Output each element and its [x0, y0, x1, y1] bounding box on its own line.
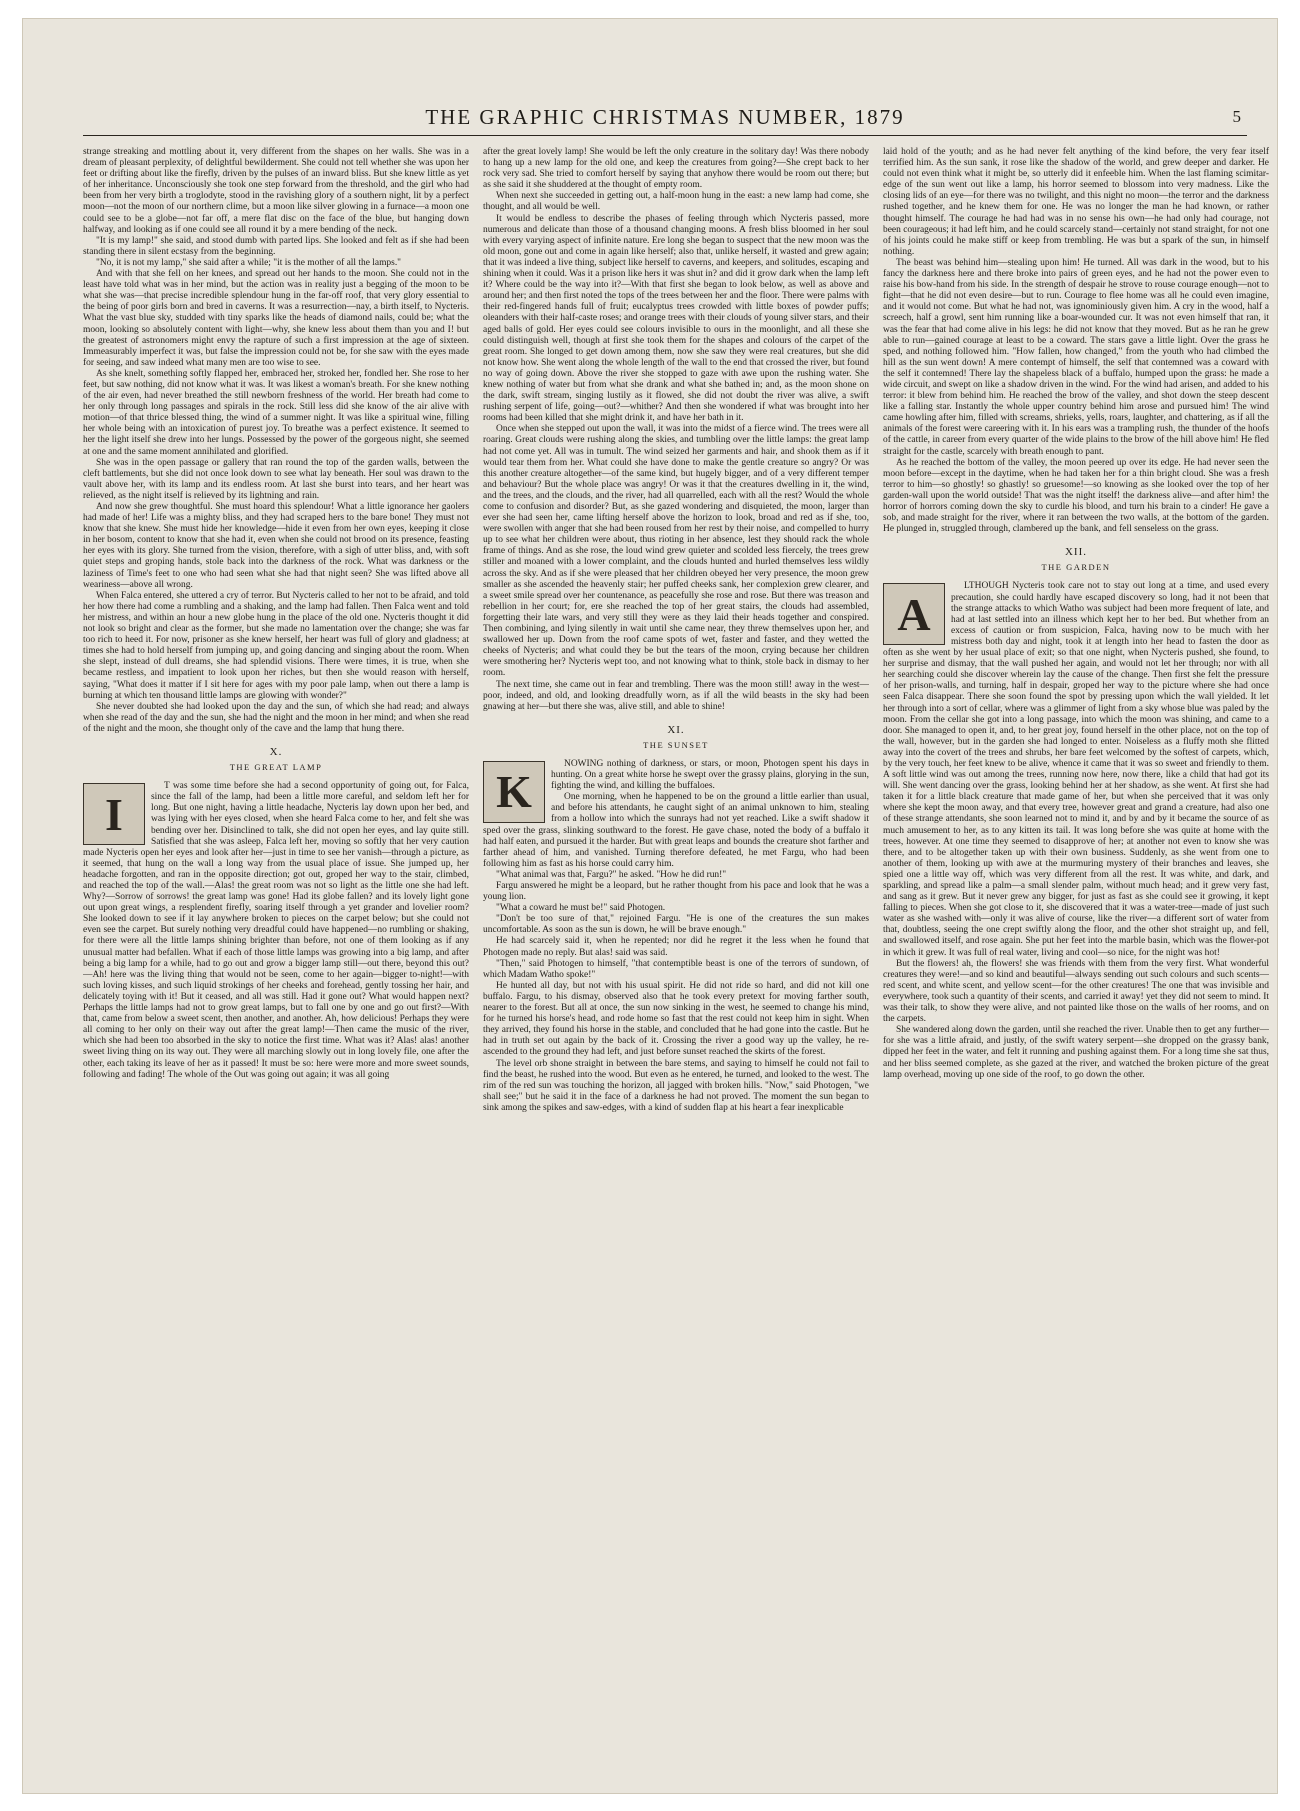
paragraph: She was in the open passage or gallery that ran round the top of the garden walls, between the cleft battlements, but she did not once look down to see what lay beneath. Her soul was drawn to the vault above her, with its lamp and its endless room. At last she burst into tears, and her heart was relieved, as the night itself is relieved by its lightning and rain.: [83, 457, 469, 501]
paragraph: laid hold of the youth; and as he had never felt anything of the kind before, the very fear itself terrified him. As the sun sank, it rose like the shadow of the world, and grew deeper and darker. He could not even think what it might be, so utterly did it enfeeble him. When the last flaming scimitar-edge of the sun went out like a lamp, his horror seemed to blossom into very madness. Like the closing lids of an eye—for there was no twilight, and this night no moon—the terror and the darkness rushed together, and he knew them for one. He was no longer the man he had known, or rather thought himself. The courage he had had was in no sense his own—he had only had courage, not been courageous; it had left him, and he could scarcely stand—certainly not stand straight, for not one of his joints could he make stiff or keep from trembling. He was but a spark of the sun, in himself nothing.: [883, 147, 1269, 257]
paragraph: T was some time before she had a second opportunity of going out, for Falca, since the fall of the lamp, had been a little more careful, and seldom left her for long. But one night, having a little headache, Nycteris lay down upon her bed, and was lying with her eyes closed, when she heard Falca come to her, and felt she was bending over her. Disinclined to talk, she did not open her eyes, and lay quite still. Satisfied that she was asleep, Falca left her, moving so softly that her very caution made Nycteris open her eyes and look after her—just in time to see her vanish—through a picture, as it seemed, that hung on the wall a long way from the usual place of issue. She jumped up, her headache forgotten, and ran in the opposite direction; got out, groped her way to the stair, climbed, and reached the top of the wall.—Alas! the great room was not so light as the little one she had left. Why?—Sorrow of sorrows! the great lamp was gone! Had its globe fallen? and its lovely light gone out upon great wings, a resplendent firefly, soaring itself through a yet grander and lovelier room? She looked down to see if it lay anywhere broken to pieces on the carpet below; but she could not even see the carpet. But surely nothing very dreadful could have happened—no rumbling or shaking, for there were all the little lamps shining brighter than before, not one of them looking as if any unusual matter had befallen. What if each of those little lamps was growing into a big lamp, and after being a big lamp for a while, had to go out and grow a bigger lamp still—out there, beyond this out?—Ah! here was the living thing that would not be seen, come to her again—bigger to-night!—with such loving kisses, and such liquid strokings of her cheeks and forehead, gently tossing her hair, and delicately toying with it! But it ceased, and all was still. Had it gone out? What would happen next? Perhaps the little lamps had not to grow great lamps, but to fall one by one and go out first?—With that, came from below a sweet scent, then another, and another. Ah, how delicious! Perhaps they were all coming to her only on their way out after the great lamp!—Then came the music of the river, which she had been too absorbed in the sky to notice the first time. What was it? Alas! alas! another sweet living thing on its way out. They were all marching slowly out in long lovely file, one after the other, each taking its leave of her as it passed! It must be so: here were more and more sweet sounds, following and fading! The whole of the Out was going out again; it was all going: [83, 781, 469, 1080]
paragraph: "What animal was that, Fargu?" he asked. "How he did run!": [496, 869, 727, 880]
newspaper-page: [22, 18, 1278, 1794]
page-number: 5: [1232, 107, 1241, 126]
paragraph: strange streaking and mottling about it, very different from the shapes on her walls. She was in a dream of pleasant perplexity, of delightful bewilderment. She could not tell whether she was upon her feet or drifting about like the firefly, driven by the pulses of an inward bliss. But she knew little as yet of her inheritance. Unconsciously she took one step forward from the threshold, and the girl who had been from her very birth a troglodyte, stood in the ravishing glory of a southern night, lit by a perfect moon—not the moon of our northern clime, but a moon like silver glowing in a furnace—a moon one could see to be a globe—not far off, a mere flat disc on the face of the blue, but hanging down halfway, and looking as if one could see all round it by a mere bending of the neck.: [83, 147, 469, 235]
text-columns: [83, 147, 1269, 1779]
paragraph: The next time, she came out in fear and trembling. There was the moon still! away in the west—poor, indeed, and old, and looking dreadfully worn, as if all the wild beasts in the sky had been gnawing at her—but there she was, alive still, and able to shine!: [483, 679, 869, 712]
chapter-number: XII.: [1064, 546, 1088, 559]
paragraph: "Then," said Photogen to himself, "that contemptible beast is one of the terrors of sundown, of which Madam Watho spoke!": [483, 958, 869, 980]
chapter-title: THE GARDEN: [1041, 562, 1111, 573]
paragraph: She never doubted she had looked upon the day and the sun, of which she had read; and always when she read of the day and the sun, she had the night and the moon in her mind; and when she read of the night and the moon, she thought only of the cave and the lamp that hung there.: [83, 701, 469, 734]
paragraph: "What a coward he must be!" said Photogen.: [496, 903, 666, 914]
paragraph: One morning, when he happened to be on the ground a little earlier than usual, and before his attendants, he caught sight of an animal unknown to him, stealing from a hollow into which the sunrays had not yet reached. Like a swift shadow it sped over the grass, slinking southward to the forest. He gave chase, noted the body of a buffalo it had half eaten, and pursued it the harder. But with great leaps and bounds the creature shot farther and farther ahead of him, and vanished. Turning therefore defeated, he met Fargu, who had been following him as fast as his horse could carry him.: [483, 792, 869, 869]
ornamental-initial: I: [83, 783, 145, 845]
paragraph: "It is my lamp!" she said, and stood dumb with parted lips. She looked and felt as if she had been standing there in silent ecstasy from the beginning.: [83, 235, 469, 257]
paragraph: When Falca entered, she uttered a cry of terror. But Nycteris called to her not to be afraid, and told her how there had come a rumbling and a shaking, and the lamp had fallen. Then Falca went and told her mistress, and within an hour a new globe hung in the place of the old one. Nycteris thought it did not look so bright and clear as the former, but she made no lamentation over the change; she was far too rich to heed it. For now, prisoner as she knew herself, her heart was full of glory and gladness; at times she had to hold herself from jumping up, and going dancing and singing about the room. When she slept, instead of dull dreams, she had splendid visions. There were times, it is true, when she became restless, and impatient to look upon her riches, but then she would reason with herself, saying, "What does it matter if I sit here for ages with my poor pale lamp, when out there a lamp is burning at which ten thousand little lamps are glowing with wonder?": [83, 590, 469, 701]
paragraph: She wandered along down the garden, until she reached the river. Unable then to get any further—for she was a little afraid, and justly, of the swift watery serpent—she dropped on the grassy bank, dipped her feet in the water, and felt it running and pushing against them. For a long time she sat thus, and her bliss seemed complete, as she gazed at the river, and watched the broken picture of the great lamp overhead, moving up one side of the roof, to go down the other.: [883, 1025, 1269, 1080]
paragraph: And now she grew thoughtful. She must hoard this splendour! What a little ignorance her gaolers had made of her! Life was a mighty bliss, and they had scraped hers to the bare bone! They must not know that she knew. She must hide her knowledge—hide it even from her own eyes, keeping it close in her bosom, content to know that she had it, even when she could not brood on its presence, feasting her eyes with its glory. She turned from the vision, therefore, with a sigh of utter bliss, and, with soft quiet steps and groping hands, stole back into the darkness of the rock. What was darkness or the laziness of Time's feet to one who had seen what she had that night seen? She was lifted above all weariness—above all wrong.: [83, 502, 469, 590]
paragraph: "Don't be too sure of that," rejoined Fargu. "He is one of the creatures the sun makes uncomfortable. As soon as the sun is down, he will be brave enough.": [483, 914, 869, 936]
paragraph: NOWING nothing of darkness, or stars, or moon, Photogen spent his days in hunting. On a great white horse he swept over the grassy plains, glorying in the sun, fighting the wind, and killing the buffaloes.: [551, 758, 869, 792]
chapter-title: THE SUNSET: [643, 739, 709, 750]
publication-title: THE GRAPHIC CHRISTMAS NUMBER, 1879: [425, 105, 905, 129]
paragraph: As she knelt, something softly flapped her, embraced her, stroked her, fondled her. She rose to her feet, but saw nothing, did not know what it was. It was likest a woman's breath. For she knew nothing of the air even, had never breathed the still newborn freshness of the world. Her breath had come to her only through long passages and spirals in the rock. Still less did she know of the air alive with motion—of that thrice blessed thing, the wind of a summer night. It was like a spiritual wine, filling her whole being with an intoxication of purest joy. To breathe was a perfect existence. It seemed to her the light itself she drew into her lungs. Possessed by the power of the gorgeous night, she seemed at one and the same moment annihilated and glorified.: [83, 368, 469, 457]
paragraph: But the flowers! ah, the flowers! she was friends with them from the very first. What wonderful creatures they were!—and so kind and beautiful—always sending out such colours and such scents—red scent, and white scent, and yellow scent—for the other creatures! The one that was invisible and everywhere, took such a quantity of their scents, and carried it away! yet they did not seem to mind. It was their talk, to show they were alive, and not painted like those on the walls of her rooms, and on the carpets.: [883, 958, 1269, 1025]
ornamental-initial: A: [883, 583, 945, 645]
paragraph: The level orb shone straight in between the bare stems, and saying to himself he could not fail to find the beast, he rushed into the wood. But even as he entered, he turned, and looked to the west. The rim of the red sun was touching the horizon, all jagged with broken hills. "Now," said Photogen, "we shall see;" but he said it in the face of a darkness he had not proved. The moment the sun began to sink among the spikes and saw-edges, with a kind of sudden flap at his heart a fear inexplicable: [483, 1058, 869, 1113]
paragraph: The beast was behind him—stealing upon him! He turned. All was dark in the wood, but to his fancy the darkness here and there broke into pairs of green eyes, and he had not the power even to raise his bow-hand from his side. In the strength of despair he strove to rouse courage enough—not to fight—that he did not even desire—but to run. Courage to flee home was all he could even imagine, and it would not come. But what he had not, was ignominiously given him. A cry in the wood, half a screech, half a growl, sent him running like a boar-wounded cur. It was not even himself that ran, it was the fear that had come alive in his legs: he did not know that they moved. But as he ran he grew able to run—gained courage at least to be a coward. The stars gave a little light. Over the grass he sped, and nothing followed him. "How fallen, how changed," from the youth who had climbed the hill as the sun went down! A mere contempt of himself, the self that contemned was a coward with the self it contemned! There lay the shapeless black of a buffalo, humped upon the grass: he made a wide circuit, and swept on like a shadow driven in the wind. For the wind had arisen, and added to his terror: it blew from behind him. He reached the brow of the valley, and shot down the steep descent like a falling star. Instantly the whole upper country behind him arose and pursued him! The wind came howling after him, filled with screams, shrieks, yells, roars, laughter, and chattering, as if all the animals of the forest were careering with it. In his ears was a trampling rush, the thunder of the hoofs of the cattle, in career from every quarter of the wide plains to the brow of the hill above him! He fled straight for the castle, scarcely with breath enough to pant.: [883, 257, 1269, 457]
column-2: [483, 147, 869, 1779]
column-3: [883, 147, 1269, 1779]
paragraph: And with that she fell on her knees, and spread out her hands to the moon. She could not in the least have told what was in her mind, but the action was in reality just a begging of the moon to be what she was—that precise incredible splendour hung in the far-off roof, that very glory essential to the being of poor girls born and bred in caverns. It was a resurrection—nay, a birth itself, to Nycteris. What the vast blue sky, studded with tiny sparks like the heads of diamond nails, could be; what the moon, looking so absolutely content with light—why, she knew less about them than you and I! but the greatest of astronomers might envy the rapture of such a first impression at the age of sixteen. Immeasurably imperfect it was, but false the impression could not be, for she saw with the eyes made for seeing, and saw indeed what many men are too wise to see.: [83, 269, 469, 368]
chapter-number: X.: [269, 745, 283, 758]
chapter-number: XI.: [667, 723, 685, 736]
chapter-title: THE GREAT LAMP: [229, 762, 323, 773]
paragraph: It would be endless to describe the phases of feeling through which Nycteris passed, more numerous and delicate than those of a thousand changing moons. A fresh bliss bloomed in her soul with every varying aspect of infinite nature. Ere long she began to suspect that the new moon was the old moon, gone out and come in again like herself; also that, unlike herself, it wasted and grew again; that it was indeed a live thing, subject like herself to caverns, and keepers, and solitudes, escaping and shining when it could. Was it a prison like hers it was shut in? and did it grow dark when the lamp left it? Where could be the way into it?—With that first she began to look below, as well as above and around her; and then first noted the tops of the trees between her and the floor. There were palms with their red-fingered hands full of fruit; eucalyptus trees crowded with little boxes of powder puffs; oleanders with their half-caste roses; and orange trees with their clouds of young silver stars, and their aged balls of gold. Her eyes could see colours invisible to ours in the moonlight, and all these she could distinguish well, though at first she took them for the shapes and colours of the carpet of the great room. She longed to get down among them, now she saw they were real creatures, but she did not know how. She went along the whole length of the wall to the end that crossed the river, but found no way of going down. Above the river she stopped to gaze with awe upon the rushing water. She knew nothing of water but from what she drank and what she bathed in; and, as the moon shone on the dark, swift stream, singing lustily as it flowed, she did not doubt the river was alive, a swift rushing serpent of life, going—out?—whither? And then she wondered if what was brought into her rooms had been killed that she might drink it, and have her bath in it.: [483, 213, 869, 424]
paragraph: He hunted all day, but not with his usual spirit. He did not ride so hard, and did not kill one buffalo. Fargu, to his dismay, observed also that he took every pretext for moving farther south, nearer to the forest. But all at once, the sun now sinking in the west, he seemed to change his mind, for he turned his horse's head, and rode home so fast that the rest could not keep him in sight. When they arrived, they found his horse in the stable, and concluded that he had gone into the castle. But he had in truth set out again by the back of it. Crossing the river a good way up the valley, he re-ascended to the ground they had left, and just before sunset reached the skirts of the forest.: [483, 980, 869, 1058]
column-1: [83, 147, 469, 1779]
paragraph: He had scarcely said it, when he repented; nor did he regret it the less when he found that Photogen made no reply. But alas! said was said.: [483, 936, 869, 958]
paragraph: "No, it is not my lamp," she said after a while; "it is the mother of all the lamps.": [96, 257, 402, 268]
paragraph: Fargu answered he might be a leopard, but he rather thought from his pace and look that he was a young lion.: [483, 881, 869, 903]
paragraph: When next she succeeded in getting out, a half-moon hung in the east: a new lamp had come, she thought, and all would be well.: [483, 191, 869, 213]
paragraph: As he reached the bottom of the valley, the moon peered up over its edge. He had never seen the moon before—except in the daytime, when he had taken her for a thin bright cloud. She was a fresh terror to him—so ghostly! so ghastly! so gruesome!—so knowing as she looked over the top of her garden-wall upon the world outside! That was the night itself! the darkness alive—and after him! the horror of horrors coming down the sky to curdle his blood, and turn his brain to a cinder! He gave a sob, and made straight for the river, where it ran between the two walls, at the bottom of the garden. He plunged in, struggled through, clambered up the bank, and fell senseless on the grass.: [883, 457, 1269, 535]
ornamental-initial: K: [483, 761, 545, 823]
paragraph: LTHOUGH Nycteris took care not to stay out long at a time, and used every precaution, she could hardly have escaped discovery so long, had it not been that the strange attacks to which Watho was subject had been more frequent of late, and had at last settled into an illness which kept her to her bed. But whether from an excess of caution or from suspicion, Falca, having now to be much with her mistress both day and night, took it at length into her head to fasten the door as often as she went by her usual place of exit; so that one night, when Nycteris pushed, she found, to her surprise and dismay, that the wall pushed her again, and would not let her through; nor with all her searching could she discover wherein lay the cause of the change. Then first she felt the pressure of her prison-walls, and turning, half in despair, groped her way to the picture where she had once seen Falca disappear. There she soon found the spot by pressing upon which the wall yielded. It let her through into a sort of cellar, where was a glimmer of light from a sky whose blue was paled by the moon. From the cellar she got into a long passage, into which the moon was shining, and came to a door. She managed to open it, and, to her great joy, found herself in the other place, not on the top of the wall, however, but in the garden she had longed to enter. Noiseless as a fluffy moth she flitted away into the covert of the trees and shrubs, her bare feet welcomed by the softest of carpets, which, by the very touch, her feet knew to be alive, whence it came that it was so sweet and friendly to them. A soft little wind was out among the trees, running now here, now there, like a child that had got its will. She went dancing over the grass, looking behind her at her shadow, as she went. At first she had taken it for a little black creature that made game of her, but when she perceived that it was only where she kept the moon away, and that every tree, however great and grand a creature, had also one of these strange attendants, she soon learned not to mind it, and by and by it became the source of as much amusement to her, as to any kitten its tail. It was long before she was quite at home with the trees, however. At one time they seemed to disapprove of her; at another not even to know she was there, and to be altogether taken up with their own business. Suddenly, as she went from one to another of them, looking up with awe at the murmuring mystery of their branches and leaves, she spied one a little way off, which was very different from all the rest. It was white, and dark, and sparkling, and spread like a palm—a small slender palm, without much head; and it grew very fast, and sang as it grew. But it never grew any bigger, for just as fast as she could see it growing, it kept falling to pieces. When she got close to it, she discovered that it was a water-tree—made of just such water as she washed with—only it was alive of course, like the river—a different sort of water from that, doubtless, seeing the one crept swiftly along the floor, and the other shot straight up, and fell, and swallowed itself, and rose again. She put her feet into the marble basin, which was the flower-pot in which it grew. It was full of real water, living and cool—so nice, for the night was hot!: [883, 581, 1269, 958]
paragraph: Once when she stepped out upon the wall, it was into the midst of a fierce wind. The trees were all roaring. Great clouds were rushing along the skies, and tumbling over the little lamps: the great lamp had not come yet. All was in tumult. The wind seized her garments and hair, and shook them as if it would tear them from her. What could she have done to make the gentle creature so angry? Or was this another creature altogether—of the same kind, but hugely bigger, and of a very different temper and behaviour? But the whole place was angry! Or was it that the creatures dwelling in it, the wind, and the trees, and the clouds, and the river, had all quarrelled, each with all the rest? Would the whole come to confusion and disorder? But, as she gazed wondering and disquieted, the moon, larger than ever she had seen her, came lifting herself above the horizon to look, broad and red as if she, too, were swollen with anger that she had been roused from her rest by their noise, and compelled to hurry up to see what her children were about, thus rioting in her absence, lest they should rack the whole frame of things. And as she rose, the loud wind grew quieter and scolded less fiercely, the trees grew stiller and moaned with a lower complaint, and the clouds hunted and hurled themselves less wildly across the sky. And as if she were pleased that her children obeyed her very presence, the moon grew smaller as she ascended the heavenly stair; her puffed cheeks sank, her complexion grew clearer, and a sweet smile spread over her countenance, as peacefully she rose and rose. But there was treason and rebellion in her court; for, ere she reached the top of her great stairs, the clouds had assembled, forgetting their late wars, and very still they were as they laid their heads together and conspired. Then combining, and lying silently in wait until she came near, they threw themselves upon her, and swallowed her up. Down from the roof came spots of wet, faster and faster, and they wetted the cheeks of Nycteris; and what could they be but the tears of the moon, crying because her children were smothering her? Nycteris wept too, and not knowing what to think, stole back in dismay to her room.: [483, 424, 869, 679]
paragraph: after the great lovely lamp! She would be left the only creature in the solitary day! Was there nobody to hang up a new lamp for the old one, and keep the creatures from going?—She crept back to her rock very sad. She tried to comfort herself by saying that anyhow there would be room out there; but as she said it she shuddered at the thought of empty room.: [483, 147, 869, 191]
masthead: [83, 101, 1247, 136]
